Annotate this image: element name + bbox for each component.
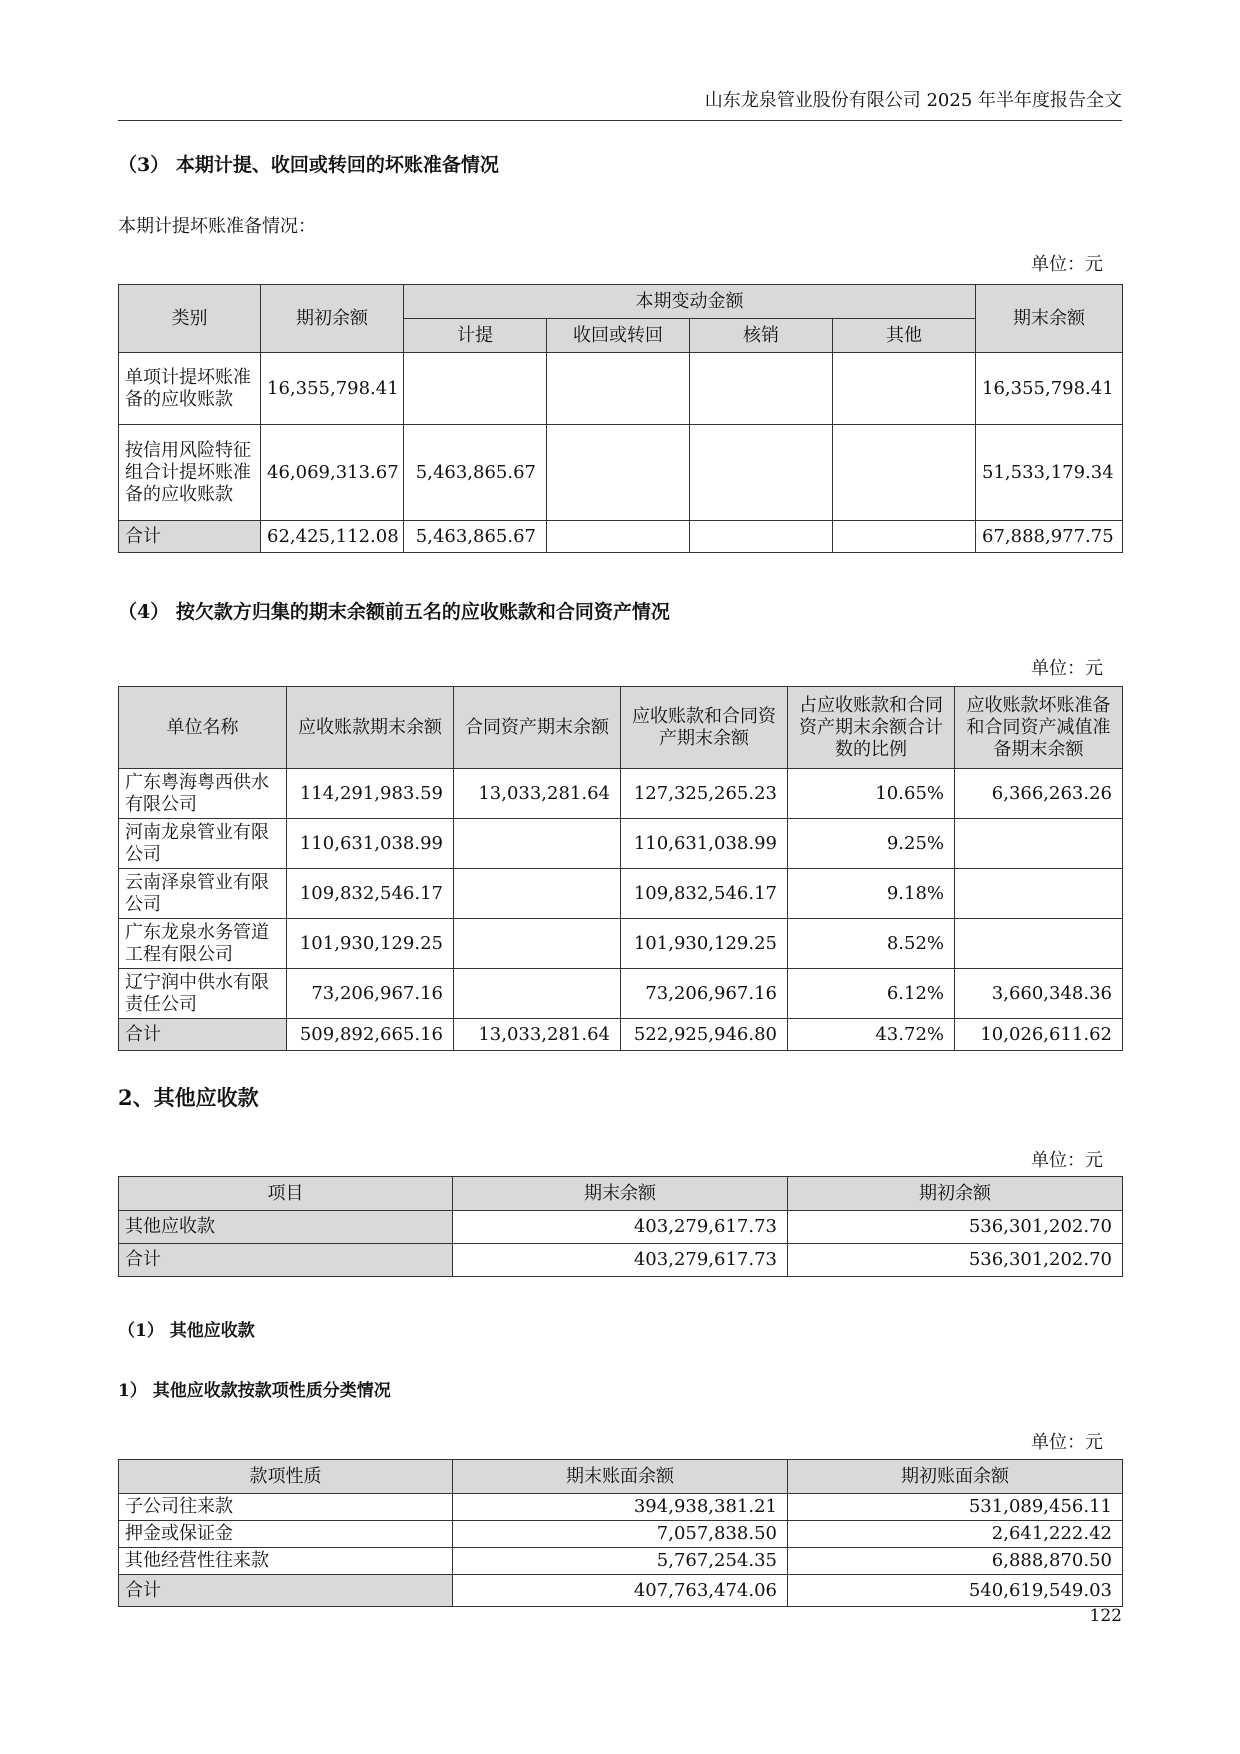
row-accrual [404, 353, 547, 425]
row-contract-asset [454, 869, 621, 919]
row-closing: 394,938,381.21 [453, 1494, 788, 1521]
col-writeoff: 核销 [690, 319, 833, 353]
col-other: 其他 [833, 319, 976, 353]
row-provision [955, 869, 1123, 919]
row-provision [955, 919, 1123, 969]
section4-unit: 单位：元 [1031, 658, 1103, 679]
col-closing: 期末账面余额 [453, 1460, 788, 1494]
row-opening: 531,089,456.11 [788, 1494, 1123, 1521]
col-ratio: 占应收账款和合同资产期末余额合计数的比例 [788, 687, 955, 769]
row-writeoff [690, 425, 833, 521]
section4-heading: （4） 按欠款方归集的期末余额前五名的应收账款和合同资产情况 [118, 601, 670, 623]
row-nature: 子公司往来款 [119, 1494, 453, 1521]
col-accrual: 计提 [404, 319, 547, 353]
row-category: 按信用风险特征组合计提坏账准备的应收账款 [119, 425, 261, 521]
row-receivable: 109,832,546.17 [287, 869, 454, 919]
page-header: 山东龙泉管业股份有限公司 2025 年半年度报告全文 [118, 86, 1122, 121]
row-name: 广东龙泉水务管道工程有限公司 [119, 919, 287, 969]
row-other [833, 425, 976, 521]
col-provision: 应收账款坏账准备和合同资产减值准备期末余额 [955, 687, 1123, 769]
row-ratio: 10.65% [788, 769, 955, 819]
table-row [119, 425, 1123, 521]
row-combined: 101,930,129.25 [621, 919, 788, 969]
page-number: 122 [1089, 1606, 1122, 1626]
row-other [833, 521, 976, 553]
table-row [119, 819, 1123, 869]
section3-heading: （3） 本期计提、收回或转回的坏账准备情况 [118, 154, 499, 176]
row-opening: 62,425,112.08 [261, 521, 404, 553]
row-receivable: 114,291,983.59 [287, 769, 454, 819]
row-closing: 407,763,474.06 [453, 1575, 788, 1607]
row-name: 广东粤海粤西供水有限公司 [119, 769, 287, 819]
other-receivables-table [118, 1176, 1123, 1277]
row-nature: 其他经营性往来款 [119, 1548, 453, 1575]
table-row [119, 1494, 1123, 1521]
row-provision: 3,660,348.36 [955, 969, 1123, 1019]
table-row [119, 869, 1123, 919]
subsection1a-heading: 1） 其他应收款按款项性质分类情况 [118, 1381, 391, 1401]
row-receivable: 509,892,665.16 [287, 1019, 454, 1051]
row-closing: 403,279,617.73 [453, 1244, 788, 1277]
table-row [119, 969, 1123, 1019]
row-ratio: 43.72% [788, 1019, 955, 1051]
col-opening: 期初余额 [788, 1177, 1123, 1211]
row-receivable: 101,930,129.25 [287, 919, 454, 969]
row-opening: 6,888,870.50 [788, 1548, 1123, 1575]
section-other-unit: 单位：元 [1031, 1150, 1103, 1171]
row-combined: 109,832,546.17 [621, 869, 788, 919]
row-opening: 2,641,222.42 [788, 1521, 1123, 1548]
row-ratio: 9.25% [788, 819, 955, 869]
row-recovery [547, 521, 690, 553]
row-closing: 403,279,617.73 [453, 1211, 788, 1244]
row-combined: 522,925,946.80 [621, 1019, 788, 1051]
col-closing: 期末余额 [976, 285, 1123, 353]
row-closing: 5,767,254.35 [453, 1548, 788, 1575]
row-opening: 16,355,798.41 [261, 353, 404, 425]
row-receivable: 110,631,038.99 [287, 819, 454, 869]
table-total-row [119, 521, 1123, 553]
row-accrual: 5,463,865.67 [404, 425, 547, 521]
row-writeoff [690, 353, 833, 425]
row-opening: 536,301,202.70 [788, 1211, 1123, 1244]
row-provision: 10,026,611.62 [955, 1019, 1123, 1051]
section3-unit: 单位：元 [1031, 254, 1103, 275]
table-row [119, 353, 1123, 425]
table-total-row [119, 1019, 1123, 1051]
row-closing: 51,533,179.34 [976, 425, 1123, 521]
col-category: 类别 [119, 285, 261, 353]
row-name: 河南龙泉管业有限公司 [119, 819, 287, 869]
col-closing: 期末余额 [453, 1177, 788, 1211]
table-total-row [119, 1575, 1123, 1607]
table-row [119, 1211, 1123, 1244]
table-row [119, 769, 1123, 819]
table-total-row [119, 1244, 1123, 1277]
top5-receivables-table [118, 686, 1123, 1051]
row-other [833, 353, 976, 425]
section3-intro: 本期计提坏账准备情况： [118, 216, 316, 237]
subsection1a-unit: 单位：元 [1031, 1432, 1103, 1453]
row-combined: 73,206,967.16 [621, 969, 788, 1019]
row-ratio: 8.52% [788, 919, 955, 969]
receivables-by-nature-table [118, 1459, 1123, 1607]
row-nature: 合计 [119, 1575, 453, 1607]
row-closing: 16,355,798.41 [976, 353, 1123, 425]
col-combined: 应收账款和合同资产期末余额 [621, 687, 788, 769]
row-contract-asset [454, 919, 621, 969]
row-opening: 540,619,549.03 [788, 1575, 1123, 1607]
row-recovery [547, 353, 690, 425]
row-nature: 押金或保证金 [119, 1521, 453, 1548]
row-name: 辽宁润中供水有限责任公司 [119, 969, 287, 1019]
row-receivable: 73,206,967.16 [287, 969, 454, 1019]
row-recovery [547, 425, 690, 521]
row-contract-asset [454, 819, 621, 869]
row-item: 合计 [119, 1244, 453, 1277]
row-combined: 127,325,265.23 [621, 769, 788, 819]
table-row [119, 1521, 1123, 1548]
table-row [119, 919, 1123, 969]
col-opening: 期初余额 [261, 285, 404, 353]
row-category: 单项计提坏账准备的应收账款 [119, 353, 261, 425]
row-name: 云南泽泉管业有限公司 [119, 869, 287, 919]
col-recovery: 收回或转回 [547, 319, 690, 353]
row-opening: 46,069,313.67 [261, 425, 404, 521]
row-contract-asset [454, 969, 621, 1019]
row-ratio: 9.18% [788, 869, 955, 919]
col-contract-asset: 合同资产期末余额 [454, 687, 621, 769]
row-provision [955, 819, 1123, 869]
row-contract-asset: 13,033,281.64 [454, 1019, 621, 1051]
row-closing: 67,888,977.75 [976, 521, 1123, 553]
row-writeoff [690, 521, 833, 553]
row-accrual: 5,463,865.67 [404, 521, 547, 553]
col-nature: 款项性质 [119, 1460, 453, 1494]
col-receivable: 应收账款期末余额 [287, 687, 454, 769]
section-other-heading: 2、其他应收款 [118, 1085, 259, 1110]
row-combined: 110,631,038.99 [621, 819, 788, 869]
row-opening: 536,301,202.70 [788, 1244, 1123, 1277]
row-item: 其他应收款 [119, 1211, 453, 1244]
row-name: 合计 [119, 1019, 287, 1051]
row-contract-asset: 13,033,281.64 [454, 769, 621, 819]
table-row [119, 1548, 1123, 1575]
row-category: 合计 [119, 521, 261, 553]
row-ratio: 6.12% [788, 969, 955, 1019]
row-closing: 7,057,838.50 [453, 1521, 788, 1548]
row-provision: 6,366,263.26 [955, 769, 1123, 819]
col-name: 单位名称 [119, 687, 287, 769]
bad-debt-provision-table [118, 284, 1123, 553]
col-opening: 期初账面余额 [788, 1460, 1123, 1494]
col-item: 项目 [119, 1177, 453, 1211]
col-change-group: 本期变动金额 [404, 285, 976, 319]
subsection1-heading: （1） 其他应收款 [118, 1321, 255, 1341]
